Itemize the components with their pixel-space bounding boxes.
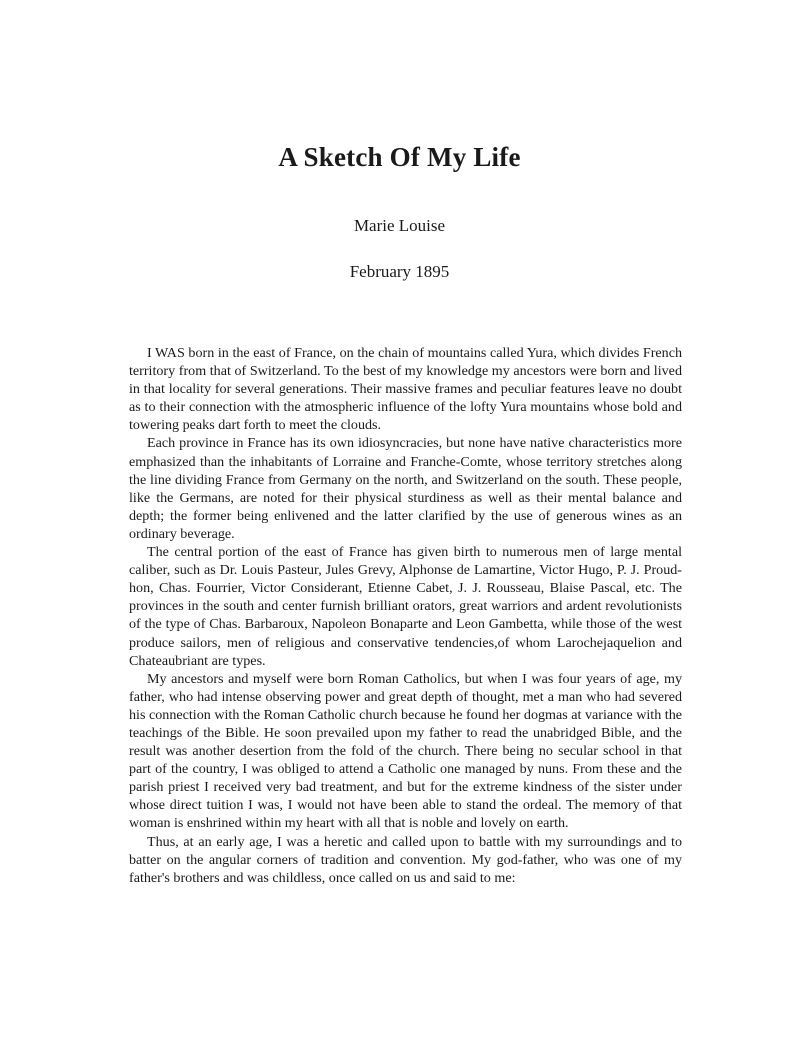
paragraph: Each province in France has its own idiosyncracies, but none have native characteristics more emphasized than the inhabitants of Lorraine and Franche-Comte, whose territory stretches along the line dividing France from Germany on the north, and Switzerland on the south. These people, like the Germans, are noted for their physical sturdiness as well as their mental balance and depth; the former being enlivened and the latter clarified by the use of generous wines as an ordinary beverage.: [129, 435, 682, 542]
paragraph: Thus, at an early age, I was a heretic and called upon to battle with my surroundings and to batter on the angular corners of tradition and convention. My god-father, who was one of my father's brothers and was childless, once called on us and said to me:: [129, 833, 682, 886]
document-body: [129, 344, 682, 887]
paragraph: The central portion of the east of France has given birth to numerous men of large mental caliber, such as Dr. Louis Pasteur, Jules Grevy, Alphonse de Lamartine, Victor Hugo, P. J. Proudhon, Chas. Fourrier, Victor Considerant, Etienne Cabet, J. J. Rousseau, Blaise Pascal, etc. The provinces in the south and center furnish brilliant orators, great warriors and ardent revolutionists of the type of Chas. Barbaroux, Napoleon Bonaparte and Leon Gambetta, while those of the west produce sailors, men of religious and conservative tendencies,of whom Larochejaquelion and Chateaubriant are types.: [129, 544, 682, 669]
document-date: February 1895: [349, 262, 450, 281]
document-title: A Sketch Of My Life: [278, 142, 521, 172]
document-author: Marie Louise: [353, 216, 446, 235]
paragraph: I WAS born in the east of France, on the chain of mountains called Yura, which divides French territory from that of Switzerland. To the best of my knowledge my ancestors were born and lived in that locality for several generations. Their massive frames and peculiar features leave no doubt as to their connection with the atmospheric influence of the lofty Yura mountains whose bold and towering peaks dart forth to meet the clouds.: [129, 345, 682, 434]
paragraph: My ancestors and myself were born Roman Catholics, but when I was four years of age, my father, who had intense observing power and great depth of thought, met a man who had severed his connection with the Roman Catholic church because he found her dogmas at variance with the teachings of the Bible. He soon prevailed upon my father to read the unabridged Bible, and the result was another desertion from the fold of the church. There being no secular school in that part of the country, I was obliged to attend a Catholic one managed by nuns. From these and the parish priest I received very bad treatment, and but for the extreme kindness of the sister under whose direct tuition I was, I would not have been able to stand the ordeal. The memory of that woman is enshrined within my heart with all that is noble and lovely on earth.: [129, 670, 683, 832]
